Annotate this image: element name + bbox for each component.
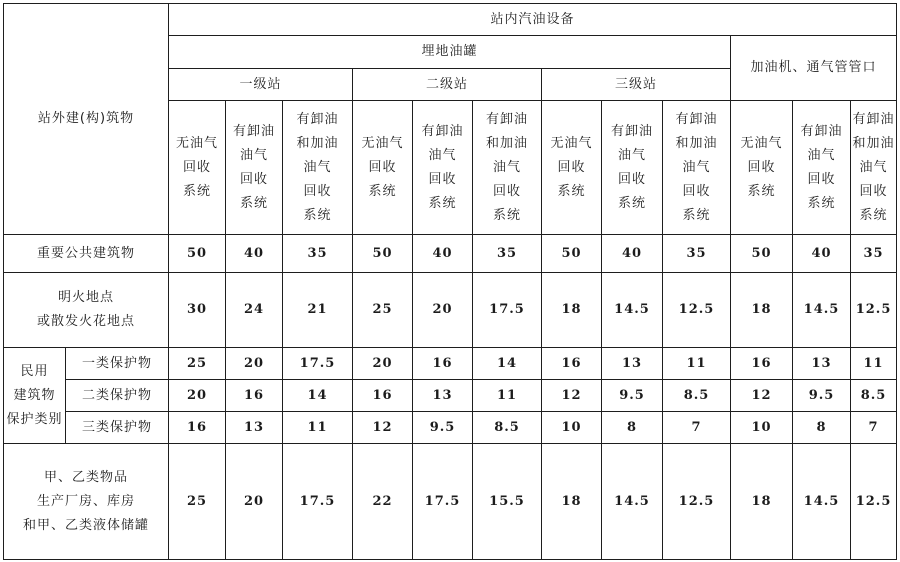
value-cell: 25 — [169, 444, 226, 560]
value-cell: 12.5 — [851, 444, 897, 560]
row-label: 重要公共建筑物 — [4, 235, 169, 273]
value-cell: 11 — [473, 380, 542, 412]
value-cell: 8 — [793, 412, 851, 444]
row-public-buildings — [4, 235, 897, 273]
value-cell: 20 — [169, 380, 226, 412]
row-label: 二类保护物 — [66, 380, 169, 412]
value-cell: 14 — [473, 348, 542, 380]
value-cell: 14.5 — [602, 444, 663, 560]
sub-header-unload: 有卸油 油气 回收 系统 — [413, 101, 473, 235]
value-cell: 16 — [413, 348, 473, 380]
value-cell: 13 — [602, 348, 663, 380]
value-cell: 18 — [731, 273, 793, 348]
value-cell: 12 — [542, 380, 602, 412]
value-cell: 13 — [413, 380, 473, 412]
value-cell: 21 — [283, 273, 353, 348]
value-cell: 35 — [851, 235, 897, 273]
value-cell: 7 — [851, 412, 897, 444]
value-cell: 20 — [413, 273, 473, 348]
value-cell: 12.5 — [663, 273, 731, 348]
value-cell: 40 — [226, 235, 283, 273]
sub-header-both: 有卸油 和加油 油气 回收 系统 — [283, 101, 353, 235]
sub-header-unload: 有卸油 油气 回收 系统 — [226, 101, 283, 235]
sub-header-both: 有卸油 和加油 油气 回收 系统 — [851, 101, 897, 235]
value-cell: 9.5 — [793, 380, 851, 412]
row-open-fire — [4, 273, 897, 348]
value-cell: 14.5 — [793, 273, 851, 348]
value-cell: 25 — [169, 348, 226, 380]
row-label: 一类保护物 — [66, 348, 169, 380]
value-cell: 40 — [602, 235, 663, 273]
value-cell: 24 — [226, 273, 283, 348]
value-cell: 16 — [731, 348, 793, 380]
value-cell: 20 — [353, 348, 413, 380]
value-cell: 14.5 — [602, 273, 663, 348]
row-label: 明火地点 或散发火花地点 — [4, 273, 169, 348]
value-cell: 17.5 — [283, 348, 353, 380]
value-cell: 16 — [169, 412, 226, 444]
sub-header-none: 无油气 回收 系统 — [542, 101, 602, 235]
value-cell: 30 — [169, 273, 226, 348]
sub-header-none: 无油气 回收 系统 — [353, 101, 413, 235]
sub-header-both: 有卸油 和加油 油气 回收 系统 — [473, 101, 542, 235]
sub-header-none: 无油气 回收 系统 — [169, 101, 226, 235]
value-cell: 16 — [542, 348, 602, 380]
value-cell: 12.5 — [663, 444, 731, 560]
value-cell: 12 — [731, 380, 793, 412]
value-cell: 16 — [226, 380, 283, 412]
row-label: 甲、乙类物品 生产厂房、库房 和甲、乙类液体储罐 — [4, 444, 169, 560]
value-cell: 8.5 — [473, 412, 542, 444]
value-cell: 15.5 — [473, 444, 542, 560]
sub-header-unload: 有卸油 油气 回收 系统 — [793, 101, 851, 235]
station-header-3: 三级站 — [542, 69, 731, 101]
value-cell: 18 — [542, 444, 602, 560]
value-cell: 25 — [353, 273, 413, 348]
value-cell: 50 — [353, 235, 413, 273]
value-cell: 9.5 — [413, 412, 473, 444]
sub-header-none: 无油气 回收 系统 — [731, 101, 793, 235]
row-class3-protection — [4, 412, 897, 444]
sub-header-unload: 有卸油 油气 回收 系统 — [602, 101, 663, 235]
value-cell: 9.5 — [602, 380, 663, 412]
value-cell: 8.5 — [663, 380, 731, 412]
value-cell: 50 — [542, 235, 602, 273]
value-cell: 35 — [663, 235, 731, 273]
row-class1-protection — [4, 348, 897, 380]
value-cell: 12 — [353, 412, 413, 444]
tank-header: 埋地油罐 — [169, 36, 731, 69]
value-cell: 12.5 — [851, 273, 897, 348]
distance-table — [3, 3, 897, 560]
row-label: 三类保护物 — [66, 412, 169, 444]
value-cell: 11 — [663, 348, 731, 380]
value-cell: 17.5 — [283, 444, 353, 560]
sub-header-both: 有卸油 和加油 油气 回收 系统 — [663, 101, 731, 235]
dispenser-header: 加油机、通气管管口 — [731, 36, 897, 101]
value-cell: 14.5 — [793, 444, 851, 560]
value-cell: 17.5 — [473, 273, 542, 348]
value-cell: 20 — [226, 444, 283, 560]
row-class2-protection — [4, 380, 897, 412]
value-cell: 20 — [226, 348, 283, 380]
value-cell: 18 — [542, 273, 602, 348]
value-cell: 11 — [851, 348, 897, 380]
corner-header: 站外建(构)筑物 — [4, 4, 169, 235]
value-cell: 13 — [793, 348, 851, 380]
civil-building-group-label: 民用 建筑物 保护类别 — [4, 348, 66, 444]
value-cell: 10 — [542, 412, 602, 444]
value-cell: 8 — [602, 412, 663, 444]
value-cell: 40 — [793, 235, 851, 273]
value-cell: 10 — [731, 412, 793, 444]
value-cell: 17.5 — [413, 444, 473, 560]
row-class-ab-plants — [4, 444, 897, 560]
value-cell: 8.5 — [851, 380, 897, 412]
value-cell: 16 — [353, 380, 413, 412]
value-cell: 14 — [283, 380, 353, 412]
value-cell: 22 — [353, 444, 413, 560]
value-cell: 50 — [731, 235, 793, 273]
top-header: 站内汽油设备 — [169, 4, 897, 36]
value-cell: 35 — [473, 235, 542, 273]
value-cell: 50 — [169, 235, 226, 273]
value-cell: 18 — [731, 444, 793, 560]
value-cell: 40 — [413, 235, 473, 273]
value-cell: 7 — [663, 412, 731, 444]
value-cell: 13 — [226, 412, 283, 444]
value-cell: 35 — [283, 235, 353, 273]
station-header-1: 一级站 — [169, 69, 353, 101]
station-header-2: 二级站 — [353, 69, 542, 101]
value-cell: 11 — [283, 412, 353, 444]
